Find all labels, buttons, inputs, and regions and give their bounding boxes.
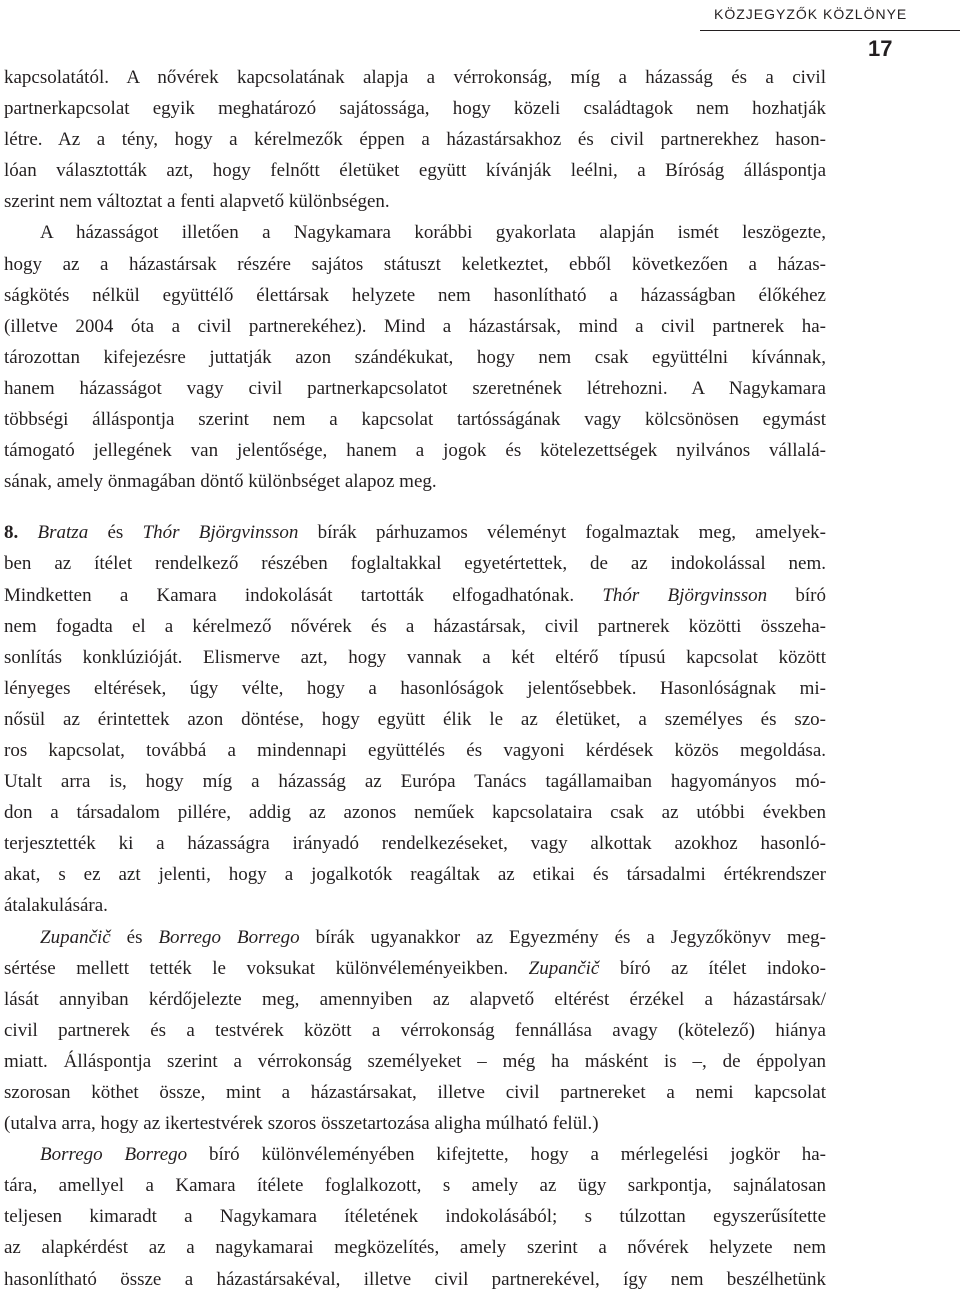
text-line: létre. Az a tény, hogy a kérelmezők éppen a házastársakhoz és civil partnerekhez hason-: [4, 129, 826, 151]
judge-name: Thór Björgvinsson: [602, 584, 768, 606]
text-line: sonlítás konklúzióját. Elismerve azt, hogy vannak a két eltérő típusú kapcsolat között: [4, 646, 826, 668]
text-line: ros kapcsolat, továbbá a mindennapi együttélés és vagyoni kérdések közös megoldása.: [4, 739, 826, 761]
text-line: A házasságot illetően a Nagykamara korábbi gyakorlata alapján ismét leszögezte,: [40, 222, 826, 244]
judge-name: Borrego Borrego: [158, 926, 300, 948]
judge-name: Borrego Borrego: [40, 1144, 188, 1166]
text-line: szerint nem változtat a fenti alapvető különbségen.: [4, 191, 390, 213]
header-rule: [700, 30, 960, 31]
text-line: nősül az érintettek azon döntése, hogy együtt élik le az életüket, a személyes és szo-: [4, 708, 826, 730]
text-span: bíró: [767, 584, 826, 606]
text-line: kapcsolatától. A nővérek kapcsolatának alapja a vérrokonság, míg a házasság és a civil: [4, 67, 826, 88]
judge-name: Zupančič: [528, 957, 600, 979]
text-line: többségi álláspontja szerint nem a kapcsolat tartósságának vagy kölcsönösen egymást: [4, 409, 826, 431]
text-span: Mindketten a Kamara indokolását tartották elfogadhatónak.: [4, 584, 603, 606]
text-line: lóan választották azt, hogy felnőtt életüket együtt kívánják leélni, a Bíróság álláspontja: [4, 160, 826, 182]
text-line: az alapkérdést az a nagykamarai megközelítés, amely szerint a nővérek helyzete nem: [4, 1237, 826, 1259]
text-span: sértése mellett tették le voksukat különvéleményeikben.: [4, 957, 529, 979]
judge-name: Thór Björgvinsson: [142, 522, 299, 544]
text-line: hanem házasságot vagy civil partnerkapcsolatot szeretnének létrehozni. A Nagykamara: [4, 377, 826, 399]
text-line: szorosan köthet össze, mint a házastársakat, illetve civil partnereket a nemi kapcsolat: [4, 1082, 826, 1103]
text-line: [4, 922, 826, 953]
text-line: don a társadalom pillére, addig az azonos neműek kapcsolataira csak az utóbbi években: [4, 802, 826, 824]
text-line: Utalt arra is, hogy míg a házasság az Európa Tanács tagállamaiban hagyományos mó-: [4, 771, 826, 793]
text-line: [4, 1139, 826, 1170]
text-span: bíró különvéleményében kifejtette, hogy a mérlegelési jogkör ha-: [187, 1144, 826, 1166]
text-line: teljesen kimaradt a Nagykamara ítéletének indokolásából; s túlzottan egyszerűsítette: [4, 1206, 826, 1228]
text-line: [4, 580, 826, 611]
text-line: terjesztették ki a házasságra irányadó rendelkezéseket, vagy alkottak azokhoz hasonló-: [4, 833, 826, 855]
running-header: [700, 0, 960, 40]
text-span: bírák ugyanakkor az Egyezmény és a Jegyzőkönyv meg-: [299, 926, 827, 948]
text-span: bíró az ítélet indoko-: [599, 957, 827, 979]
text-line: [4, 517, 826, 548]
text-line: átalakulására.: [4, 895, 108, 917]
text-span: és: [88, 522, 143, 544]
paragraph-gap: [4, 497, 826, 517]
text-line: miatt. Álláspontja szerint a vérrokonság személyeket – még ha másként is –, de éppolyan: [4, 1050, 826, 1072]
text-line: támogató jellegének van jelentősége, hanem a jogok és kötelezettségek nyilvános vállalá-: [4, 440, 826, 462]
judge-name: Zupančič: [40, 926, 111, 948]
text-line: (illetve 2004 óta a civil partnerekéhez). Mind a házastársak, mind a civil partnerek ha-: [4, 315, 826, 337]
judge-name: Bratza: [37, 522, 89, 544]
journal-title: KÖZJEGYZŐK KÖZLÖNYE: [714, 6, 908, 22]
text-line: nem fogadta el a kérelmező nővérek és a házastársak, civil partnerek közötti összeha-: [4, 615, 826, 637]
text-line: lényeges eltérések, úgy vélte, hogy a hasonlóságok jelentősebbek. Hasonlóságnak mi-: [4, 677, 826, 699]
page-number: 17: [868, 36, 893, 61]
text-line: lását annyiban kérdőjelezte meg, amennyiben az alapvető eltérést érzékel a házastársak/: [4, 988, 826, 1010]
text-line: partnerkapcsolat egyik meghatározó sajátossága, hogy közeli családtagok nem hozhatják: [4, 98, 826, 120]
text-line: hasonlítható össze a házastársakéval, illetve civil partnerekével, így nem beszélhetünk: [4, 1268, 826, 1290]
text-line: (utalva arra, hogy az ikertestvérek szoros összetartozása aligha múlható felül.): [4, 1113, 599, 1135]
body-text: [4, 62, 826, 1295]
text-line: ben az ítélet rendelkező részében foglaltakkal egyetértettek, de az indokolással nem.: [4, 553, 826, 575]
text-line: tára, amellyel a Kamara ítélete foglalkozott, s amely az ügy sarkpontja, sajnálatosan: [4, 1175, 826, 1197]
text-line: akat, s ez azt jelenti, hogy a jogalkotók reagáltak az etikai és társadalmi értékrendszer: [4, 864, 826, 886]
text-line: ságkötés nélkül együttélő élettársak helyzete nem hasonlítható a házasságban élőkéhez: [4, 284, 826, 306]
text-line: civil partnerek és a testvérek között a vérrokonság fennállása avagy (kötelező) hiánya: [4, 1019, 826, 1041]
text-line: tározottan kifejezésre juttatják azon szándékukat, hogy nem csak együttélni kívánnak,: [4, 346, 826, 368]
text-line: sának, amely önmagában döntő különbséget alapoz meg.: [4, 471, 437, 493]
text-span: bírák párhuzamos véleményt fogalmaztak meg, amelyek-: [298, 522, 826, 544]
section-number: 8.: [4, 522, 19, 544]
text-span: és: [110, 926, 159, 948]
text-line: hogy az a házastársak részére sajátos státuszt keletkeztet, ebből következően a házas-: [4, 253, 826, 275]
text-line: [4, 953, 826, 984]
